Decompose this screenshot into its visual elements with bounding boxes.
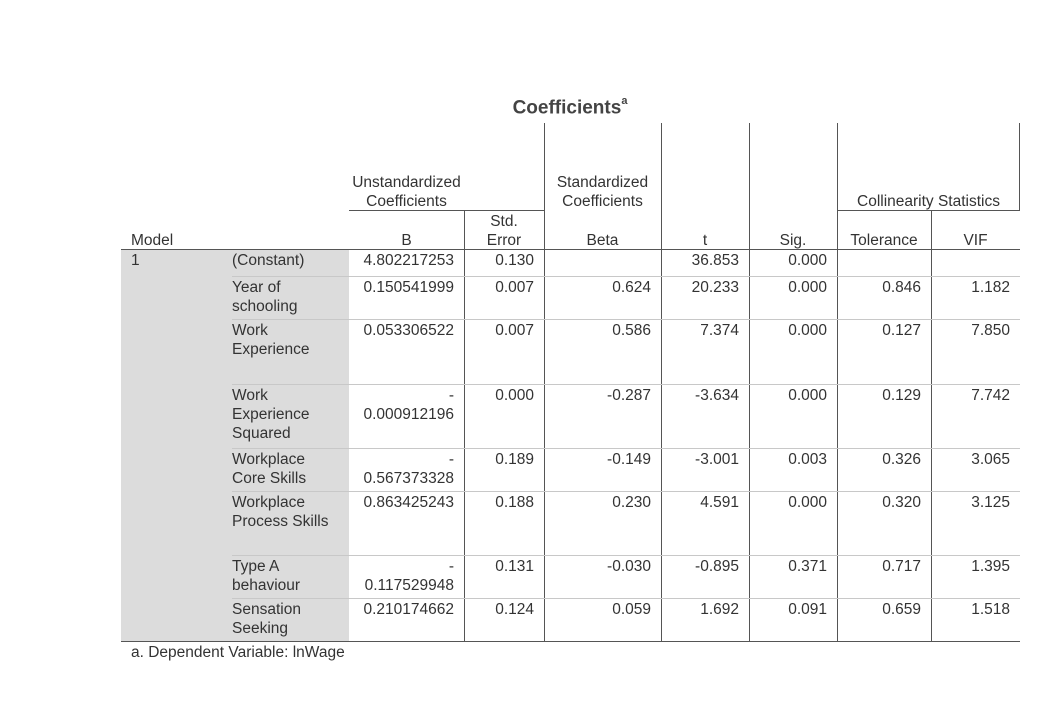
cell-line: - [448,387,454,404]
row-divider [232,448,1020,449]
cell-line: Work [232,387,268,404]
cell-label [232,600,349,638]
cell-t: 1.692 [700,601,739,618]
cell-tol: 0.326 [882,451,921,468]
cell-line: schooling [232,298,298,315]
cell-line: Experience [232,406,310,423]
cell-sig: 0.000 [788,322,827,339]
cell-se: 0.007 [495,322,534,339]
cell-vif: 1.518 [971,601,1010,618]
cell-line: Sensation [232,601,301,618]
cell-t: -3.634 [695,387,739,404]
cell-line: Seeking [232,620,289,637]
cell-se: 0.000 [495,387,534,404]
cell-line: - [448,558,454,575]
cell-vif: 3.125 [971,494,1010,511]
header-tolerance: Tolerance [850,232,918,249]
cell-sig: 0.371 [788,558,827,575]
cell-vif: 7.742 [971,387,1010,404]
cell-se: 0.131 [495,558,534,575]
cell-beta: -0.287 [607,387,651,404]
cell-sig: 0.000 [788,279,827,296]
cell-line: - [448,451,454,468]
cell-t: 7.374 [700,322,739,339]
header-unstandardized: Unstandardized Coefficients [352,174,461,210]
cell-line: Workplace [232,451,305,468]
cell-line: Squared [232,425,291,442]
cell-b [349,450,454,488]
coefficients-table [121,0,1020,713]
cell-beta: -0.030 [607,558,651,575]
cell-se: 0.124 [495,601,534,618]
row-divider [232,555,1020,556]
cell-line: Core Skills [232,470,307,487]
cell-line: Experience [232,341,310,358]
cell-label [232,557,349,595]
cell-line: behaviour [232,577,301,594]
cell-line: 0.000912196 [363,406,454,423]
cell-beta: 0.586 [612,322,651,339]
cell-line: 0.567373328 [363,470,454,487]
header-std-error: Std. Error [486,213,522,249]
cell-vif: 1.395 [971,558,1010,575]
header-model: Model [131,232,174,249]
model-number: 1 [131,252,140,269]
cell-t: 36.853 [691,252,739,269]
row-divider [232,384,1020,385]
cell-line: Year of [232,279,281,296]
header-sig: Sig. [779,232,807,249]
header-vif: VIF [963,232,988,249]
cell-b [349,557,454,595]
cell-vif: 7.850 [971,322,1010,339]
cell-b [349,386,454,424]
cell-beta: 0.624 [612,279,651,296]
cell-b [349,278,454,297]
cell-se: 0.188 [495,494,534,511]
cell-label [232,321,349,359]
divider [837,210,1020,211]
cell-beta: -0.149 [607,451,651,468]
footnote: a. Dependent Variable: lnWage [131,644,345,661]
cell-tol: 0.320 [882,494,921,511]
cell-vif: 1.182 [971,279,1010,296]
cell-label [232,493,349,531]
cell-sig: 0.003 [788,451,827,468]
header-standardized: Standardized Coefficients [556,174,649,210]
cell-line: Type A [232,558,280,575]
cell-line: 0.863425243 [363,494,454,511]
row-divider [232,319,1020,320]
cell-line: 0.210174662 [363,601,454,618]
cell-sig: 0.091 [788,601,827,618]
cell-beta: 0.230 [612,494,651,511]
bottom-rule [121,641,1020,642]
cell-tol: 0.659 [882,601,921,618]
cell-tol: 0.127 [882,322,921,339]
header-collinearity: Collinearity Statistics [857,193,1000,210]
cell-label [232,251,349,270]
row-divider [232,598,1020,599]
cell-t: -3.001 [695,451,739,468]
header-b: B [401,232,412,249]
cell-sig: 0.000 [788,252,827,269]
cell-t: 4.591 [700,494,739,511]
cell-tol: 0.129 [882,387,921,404]
cell-tol: 0.846 [882,279,921,296]
header-t: t [702,232,708,249]
cell-beta: 0.059 [612,601,651,618]
header-rule [121,249,1020,250]
cell-sig: 0.000 [788,387,827,404]
cell-se: 0.130 [495,252,534,269]
cell-b [349,321,454,340]
cell-label [232,450,349,488]
cell-se: 0.007 [495,279,534,296]
cell-line: Work [232,322,268,339]
row-divider [232,491,1020,492]
cell-se: 0.189 [495,451,534,468]
cell-sig: 0.000 [788,494,827,511]
cell-line: 4.802217253 [363,252,454,269]
cell-label [232,386,349,443]
cell-t: 20.233 [691,279,739,296]
cell-b [349,251,454,270]
header-beta: Beta [586,232,619,249]
row-divider [232,276,1020,277]
cell-label [232,278,349,316]
cell-line: 0.117529948 [364,577,454,594]
cell-line: 0.150541999 [363,279,454,296]
divider [349,210,544,211]
cell-t: -0.895 [695,558,739,575]
cell-line: (Constant) [232,252,305,269]
cell-b [349,493,454,512]
cell-line: Workplace [232,494,305,511]
title-superscript: a [621,95,628,107]
cell-vif: 3.065 [971,451,1010,468]
table-title: Coefficients$^a$ [512,95,628,119]
cell-tol: 0.717 [882,558,921,575]
cell-b [349,600,454,619]
cell-line: Process Skills [232,513,329,530]
cell-line: 0.053306522 [363,322,454,339]
divider [1019,123,1020,211]
